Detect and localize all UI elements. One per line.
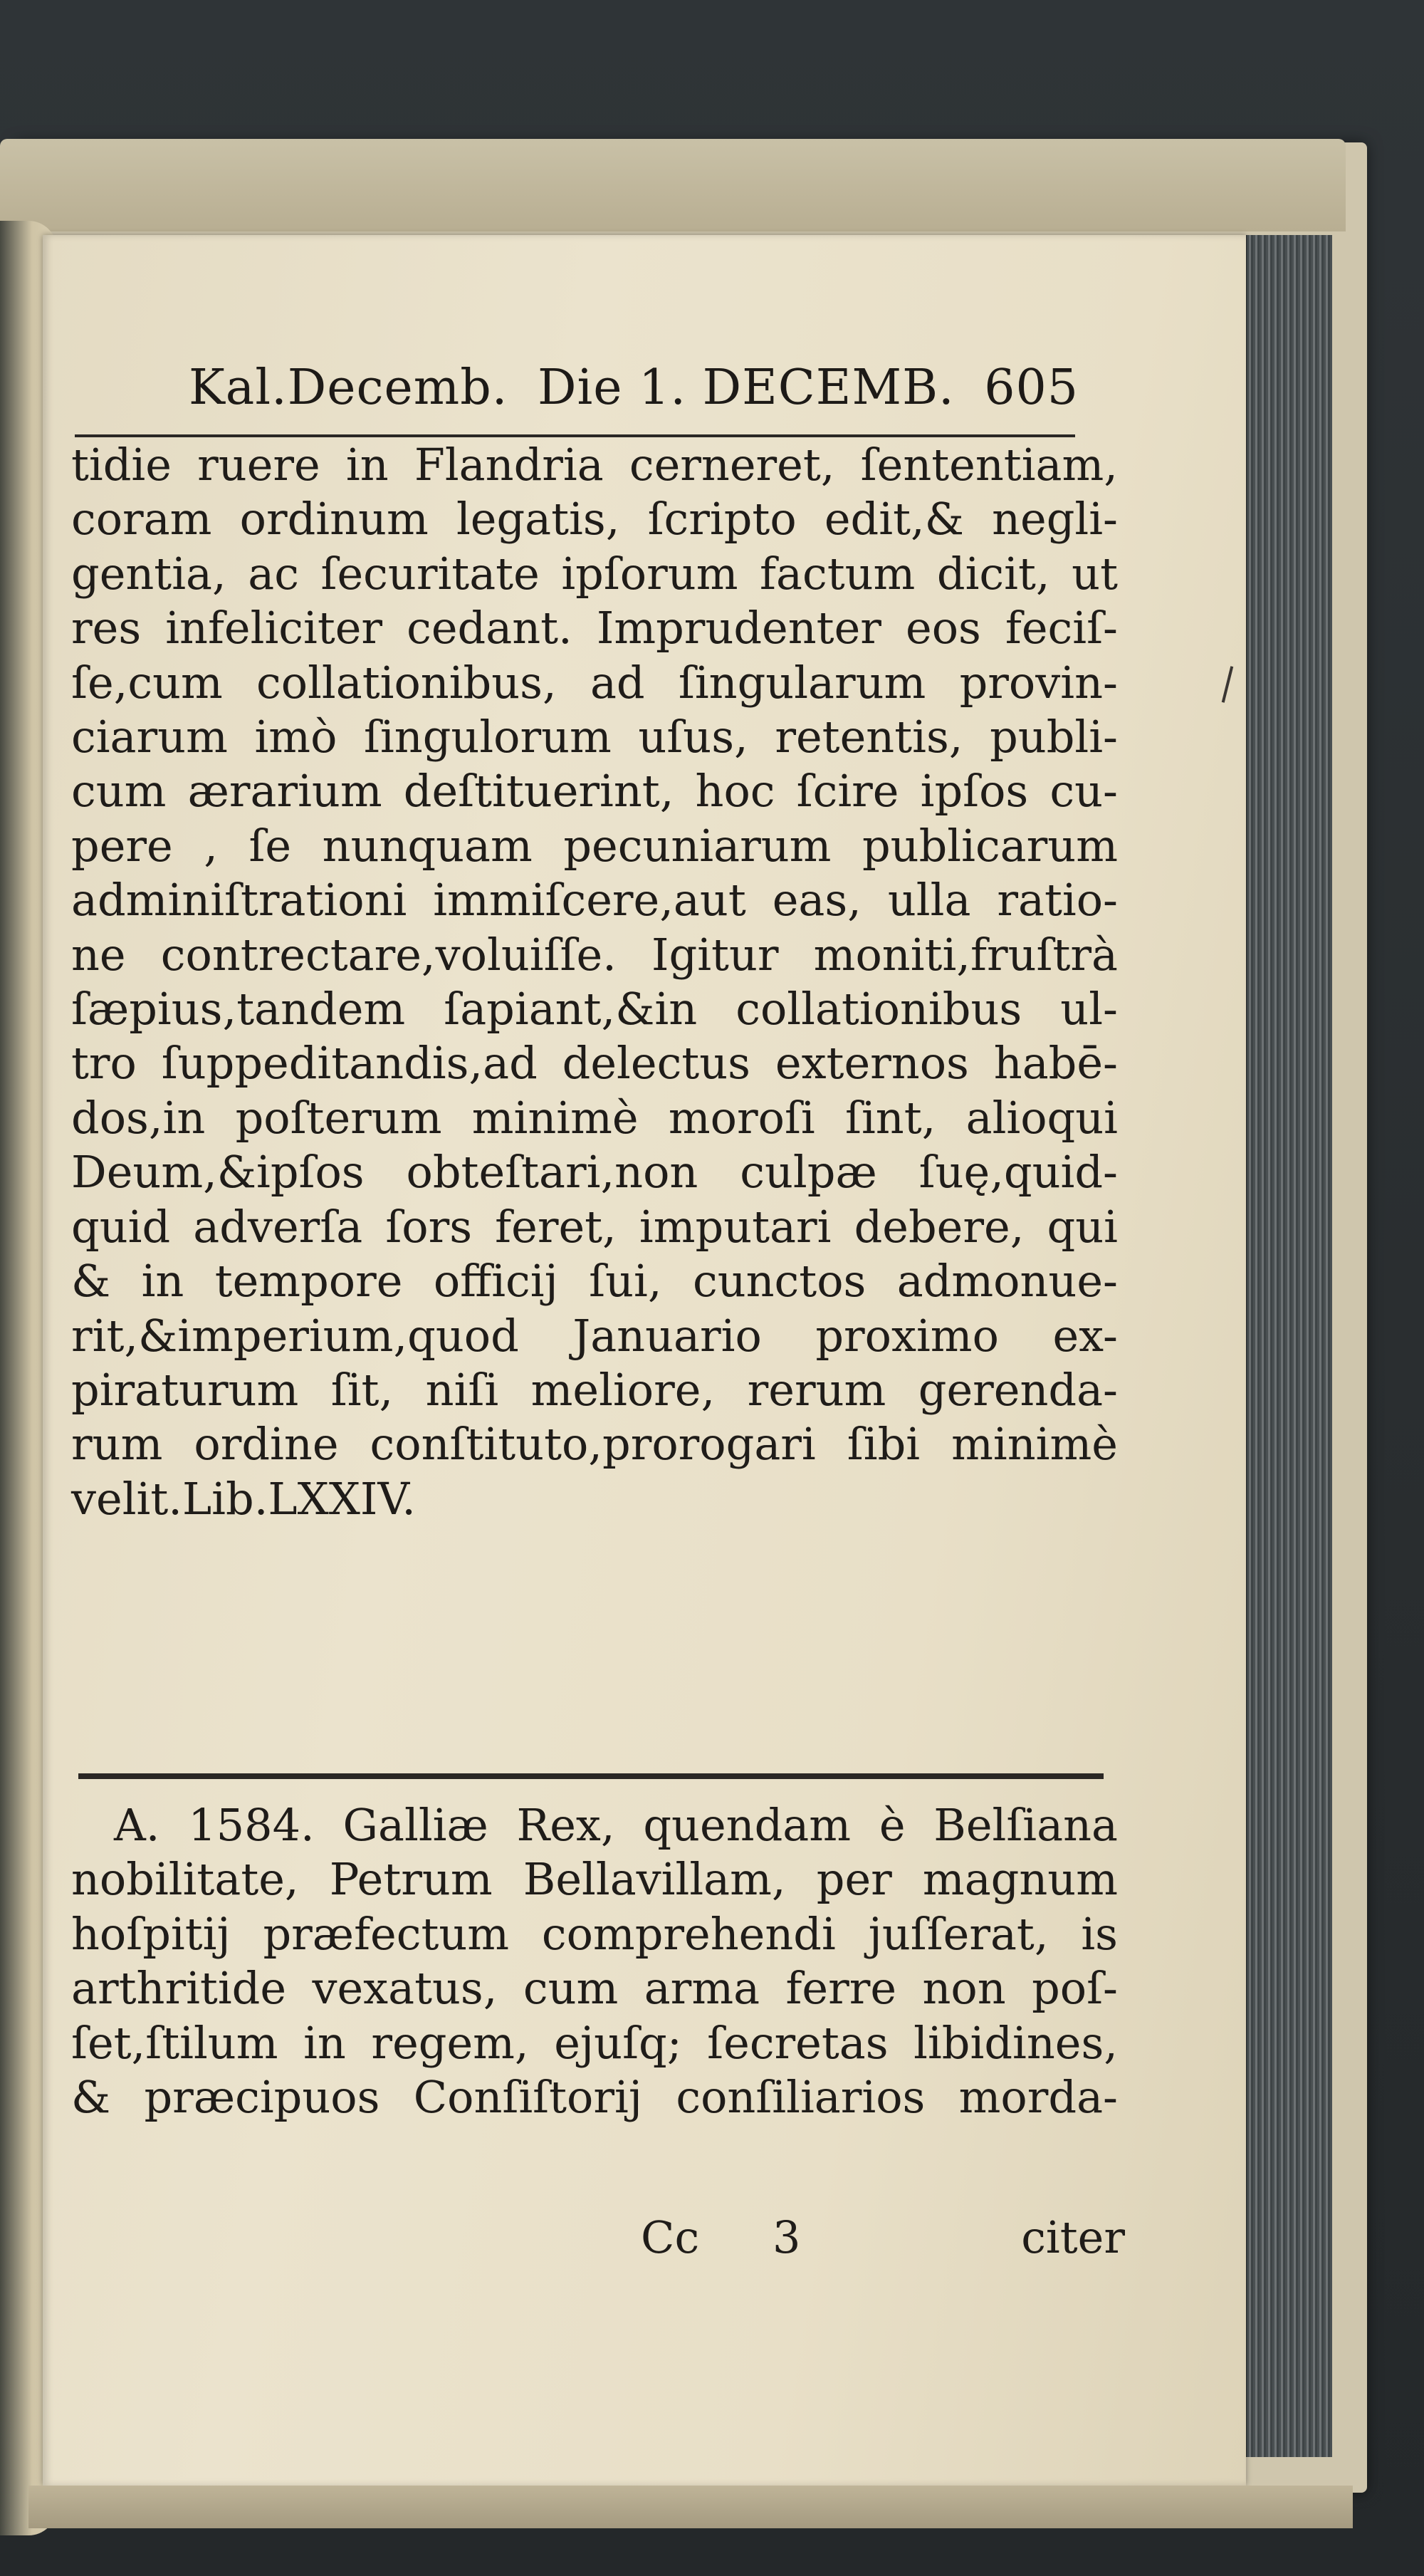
text-line: res infeliciter cedant. Imprudenter eos feciſ- — [71, 602, 1118, 655]
signature-number: 3 — [773, 2211, 801, 2263]
running-head-date: Die 1. DECEMB. — [538, 360, 955, 416]
page-number: 605 — [984, 360, 1079, 416]
text-line: velit.Lib.LXXIV. — [71, 1472, 416, 1525]
text-line: nobilitate, Petrum Bellavillam, per magnum — [71, 1853, 1118, 1906]
text-line: dos,in poſterum minimè moroſi ſint, alioqui — [71, 1091, 1118, 1144]
book-bottom-edge — [28, 2486, 1353, 2528]
text-line: ſæpius,tandem ſapiant,&in collationibus ul- — [71, 983, 1118, 1036]
paragraph-1 — [71, 438, 1118, 1526]
text-line: A. 1584. Galliæ Rex, quendam è Belſiana — [114, 1799, 1118, 1851]
section-rule — [78, 1773, 1104, 1779]
signature-mark: Cc — [641, 2211, 700, 2263]
text-line: pere , ſe nunquam pecuniarum publicarum — [71, 819, 1118, 872]
text-line: adminiſtrationi immiſcere,aut eas, ulla ratio- — [71, 874, 1118, 927]
text-line: arthritide vexatus, cum arma ferre non poſ- — [71, 1962, 1118, 2015]
book-top-edge — [0, 139, 1346, 231]
signature-line — [627, 2211, 1125, 2268]
text-line: coram ordinum legatis, ſcripto edit,& negli- — [71, 493, 1118, 546]
text-line: ſe,cum collationibus, ad ſingularum provin- — [71, 656, 1118, 709]
running-head-left: Kal.Decemb. — [189, 360, 508, 416]
text-line: ne contrectare,voluiſſe. Igitur moniti,fruſtrà — [71, 928, 1118, 981]
text-line: tidie ruere in Flandria cerneret, ſententiam, — [71, 439, 1118, 491]
page-edges — [1242, 235, 1332, 2457]
text-line: hoſpitij præfectum comprehendi juſſerat, is — [71, 1907, 1118, 1960]
text-line: cum ærarium deſtituerint, hoc ſcire ipſos cu- — [71, 765, 1118, 818]
paragraph-2 — [71, 1798, 1118, 2124]
text-line: tro ſuppeditandis,ad delectus externos habē- — [71, 1037, 1118, 1090]
text-line: gentia, ac ſecuritate ipſorum factum dicit, ut — [71, 547, 1118, 600]
text-line: rit,&imperium,quod Januario proximo ex- — [71, 1309, 1118, 1362]
text-line: ſet,ſtilum in regem, ejuſq; ſecretas libidines, — [71, 2016, 1118, 2069]
text-line: piraturum ſit, niſi meliore, rerum gerenda- — [71, 1363, 1118, 1416]
text-line: Deum,&ipſos obteſtari,non culpæ ſuę,quid- — [71, 1146, 1118, 1199]
text-line: & præcipuos Conſiſtorij conſiliarios morda- — [71, 2071, 1118, 2124]
text-line: & in tempore officij ſui, cunctos admonue- — [71, 1255, 1118, 1308]
text-line: rum ordine conſtituto,prorogari ſibi minimè — [71, 1418, 1118, 1471]
header-rule — [75, 434, 1075, 437]
catchword: citer — [1021, 2211, 1125, 2263]
text-line: quid adverſa ſors feret, imputari debere, qui — [71, 1200, 1118, 1253]
running-head — [189, 360, 1079, 417]
text-line: ciarum imò ſingulorum uſus, retentis, publi- — [71, 711, 1118, 763]
